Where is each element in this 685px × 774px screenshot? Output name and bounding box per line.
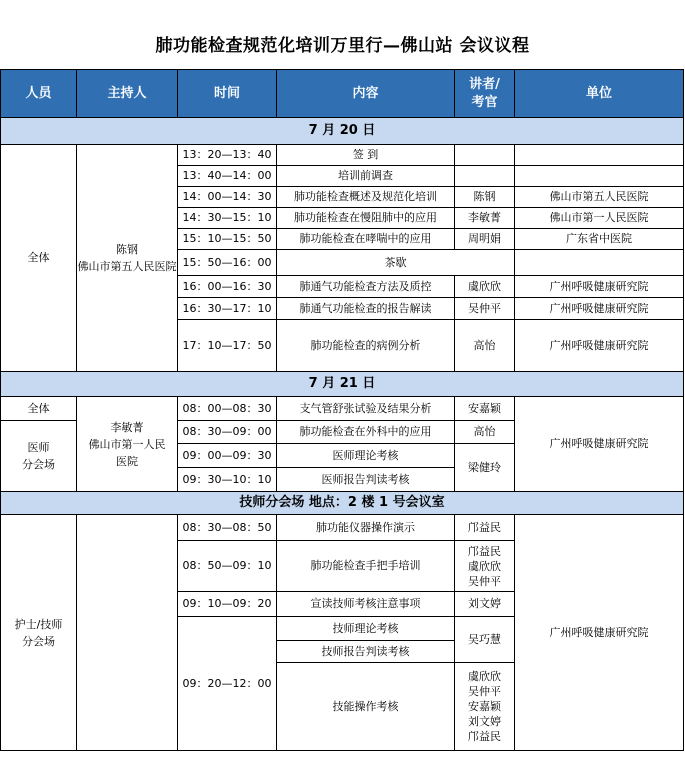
time-cell: 08：30—09：00 [178, 421, 277, 444]
day1-host [77, 145, 178, 372]
content-cell: 肺功能检查在外科中的应用 [277, 421, 455, 444]
time-cell: 09：00—09：30 [178, 444, 277, 468]
speaker-cell: 高怡 [455, 421, 515, 444]
day2-unit: 广州呼吸健康研究院 [515, 397, 684, 492]
day1-person: 全体 [1, 145, 77, 372]
time-cell: 17：10—17：50 [178, 320, 277, 372]
day2-person-all: 全体 [1, 397, 77, 421]
speaker-cell [455, 166, 515, 187]
content-cell: 肺功能检查的病例分析 [277, 320, 455, 372]
content-cell: 培训前调查 [277, 166, 455, 187]
table-row [1, 145, 684, 166]
speaker-cell: 吴仲平 [455, 298, 515, 320]
unit-cell: 佛山市第一人民医院 [515, 208, 684, 229]
time-cell: 13：20—13：40 [178, 145, 277, 166]
day2-person-doctor: 医师 分会场 [1, 421, 77, 492]
time-cell: 09：30—10：10 [178, 468, 277, 492]
content-cell: 肺功能检查在慢阻肺中的应用 [277, 208, 455, 229]
speaker-cell: 陈钢 [455, 187, 515, 208]
day2-host: 李敏菁 佛山市第一人民 医院 [77, 397, 178, 492]
time-cell: 08：50—09：10 [178, 541, 277, 592]
agenda-table [0, 69, 684, 751]
content-cell: 肺功能仪器操作演示 [277, 515, 455, 541]
unit-cell: 广州呼吸健康研究院 [515, 298, 684, 320]
unit-cell: 广东省中医院 [515, 229, 684, 250]
table-row [1, 515, 684, 541]
host-name: 李敏菁 [110, 420, 144, 434]
time-cell: 13：40—14：00 [178, 166, 277, 187]
time-cell: 14：00—14：30 [178, 187, 277, 208]
time-cell: 14：30—15：10 [178, 208, 277, 229]
content-cell: 技师理论考核 [277, 617, 455, 641]
tech-host [77, 515, 178, 751]
header-content: 内容 [277, 70, 455, 118]
content-cell: 医师理论考核 [277, 444, 455, 468]
speaker-cell: 吴巧慧 [455, 617, 515, 663]
header-row [1, 70, 684, 118]
tech-unit: 广州呼吸健康研究院 [515, 515, 684, 751]
day1-band [1, 118, 684, 145]
speaker-cell: 虞欣欣 吴仲平 安嘉颖 刘文婷 邝益民 [455, 663, 515, 751]
speaker-cell: 梁健玲 [455, 444, 515, 492]
table-row [1, 397, 684, 421]
content-cell: 技师报告判读考核 [277, 641, 455, 663]
content-cell: 肺功能检查概述及规范化培训 [277, 187, 455, 208]
time-cell: 09：20—12：00 [178, 617, 277, 751]
unit-cell [515, 145, 684, 166]
time-cell: 08：30—08：50 [178, 515, 277, 541]
unit-cell [515, 166, 684, 187]
tech-venue: 技师分会场 地点：2 楼 1 号会议室 [1, 492, 684, 515]
content-cell: 肺功能检查手把手培训 [277, 541, 455, 592]
host-unit: 佛山市第五人民医院 [77, 260, 177, 273]
content-cell: 技能操作考核 [277, 663, 455, 751]
speaker-cell: 安嘉颖 [455, 397, 515, 421]
speaker-cell: 虞欣欣 [455, 276, 515, 298]
time-cell: 15：10—15：50 [178, 229, 277, 250]
speaker-cell: 邝益民 虞欣欣 吴仲平 [455, 541, 515, 592]
day2-band [1, 372, 684, 397]
unit-cell: 广州呼吸健康研究院 [515, 276, 684, 298]
time-cell: 08：00—08：30 [178, 397, 277, 421]
time-cell: 15：50—16：00 [178, 250, 277, 276]
tech-person: 护士/技师 分会场 [1, 515, 77, 751]
time-cell: 16：00—16：30 [178, 276, 277, 298]
page-title: 肺功能检查规范化培训万里行—佛山站 会议议程 [155, 36, 530, 56]
unit-cell: 广州呼吸健康研究院 [515, 320, 684, 372]
unit-cell: 佛山市第五人民医院 [515, 187, 684, 208]
content-cell: 医师报告判读考核 [277, 468, 455, 492]
host-name: 陈钢 [116, 243, 138, 256]
tech-band [1, 492, 684, 515]
header-time: 时间 [178, 70, 277, 118]
host-unit: 佛山市第一人民 [88, 437, 166, 451]
speaker-cell: 周明娟 [455, 229, 515, 250]
header-speaker: 讲者/ 考官 [455, 70, 515, 118]
time-cell: 09：10—09：20 [178, 592, 277, 617]
content-cell: 肺功能检查在哮喘中的应用 [277, 229, 455, 250]
break-cell: 茶歇 [277, 250, 515, 276]
header-unit: 单位 [515, 70, 684, 118]
time-cell: 16：30—17：10 [178, 298, 277, 320]
day2-date: 7 月 21 日 [1, 372, 684, 397]
unit-cell [515, 250, 684, 276]
content-cell: 宣读技师考核注意事项 [277, 592, 455, 617]
day1-date: 7 月 20 日 [1, 118, 684, 145]
content-cell: 签 到 [277, 145, 455, 166]
speaker-cell: 邝益民 [455, 515, 515, 541]
header-host: 主持人 [77, 70, 178, 118]
speaker-cell [455, 145, 515, 166]
speaker-cell: 李敏菁 [455, 208, 515, 229]
content-cell: 支气管舒张试验及结果分析 [277, 397, 455, 421]
content-cell: 肺通气功能检查的报告解读 [277, 298, 455, 320]
header-person: 人员 [1, 70, 77, 118]
speaker-cell: 刘文婷 [455, 592, 515, 617]
speaker-cell: 高怡 [455, 320, 515, 372]
content-cell: 肺通气功能检查方法及质控 [277, 276, 455, 298]
